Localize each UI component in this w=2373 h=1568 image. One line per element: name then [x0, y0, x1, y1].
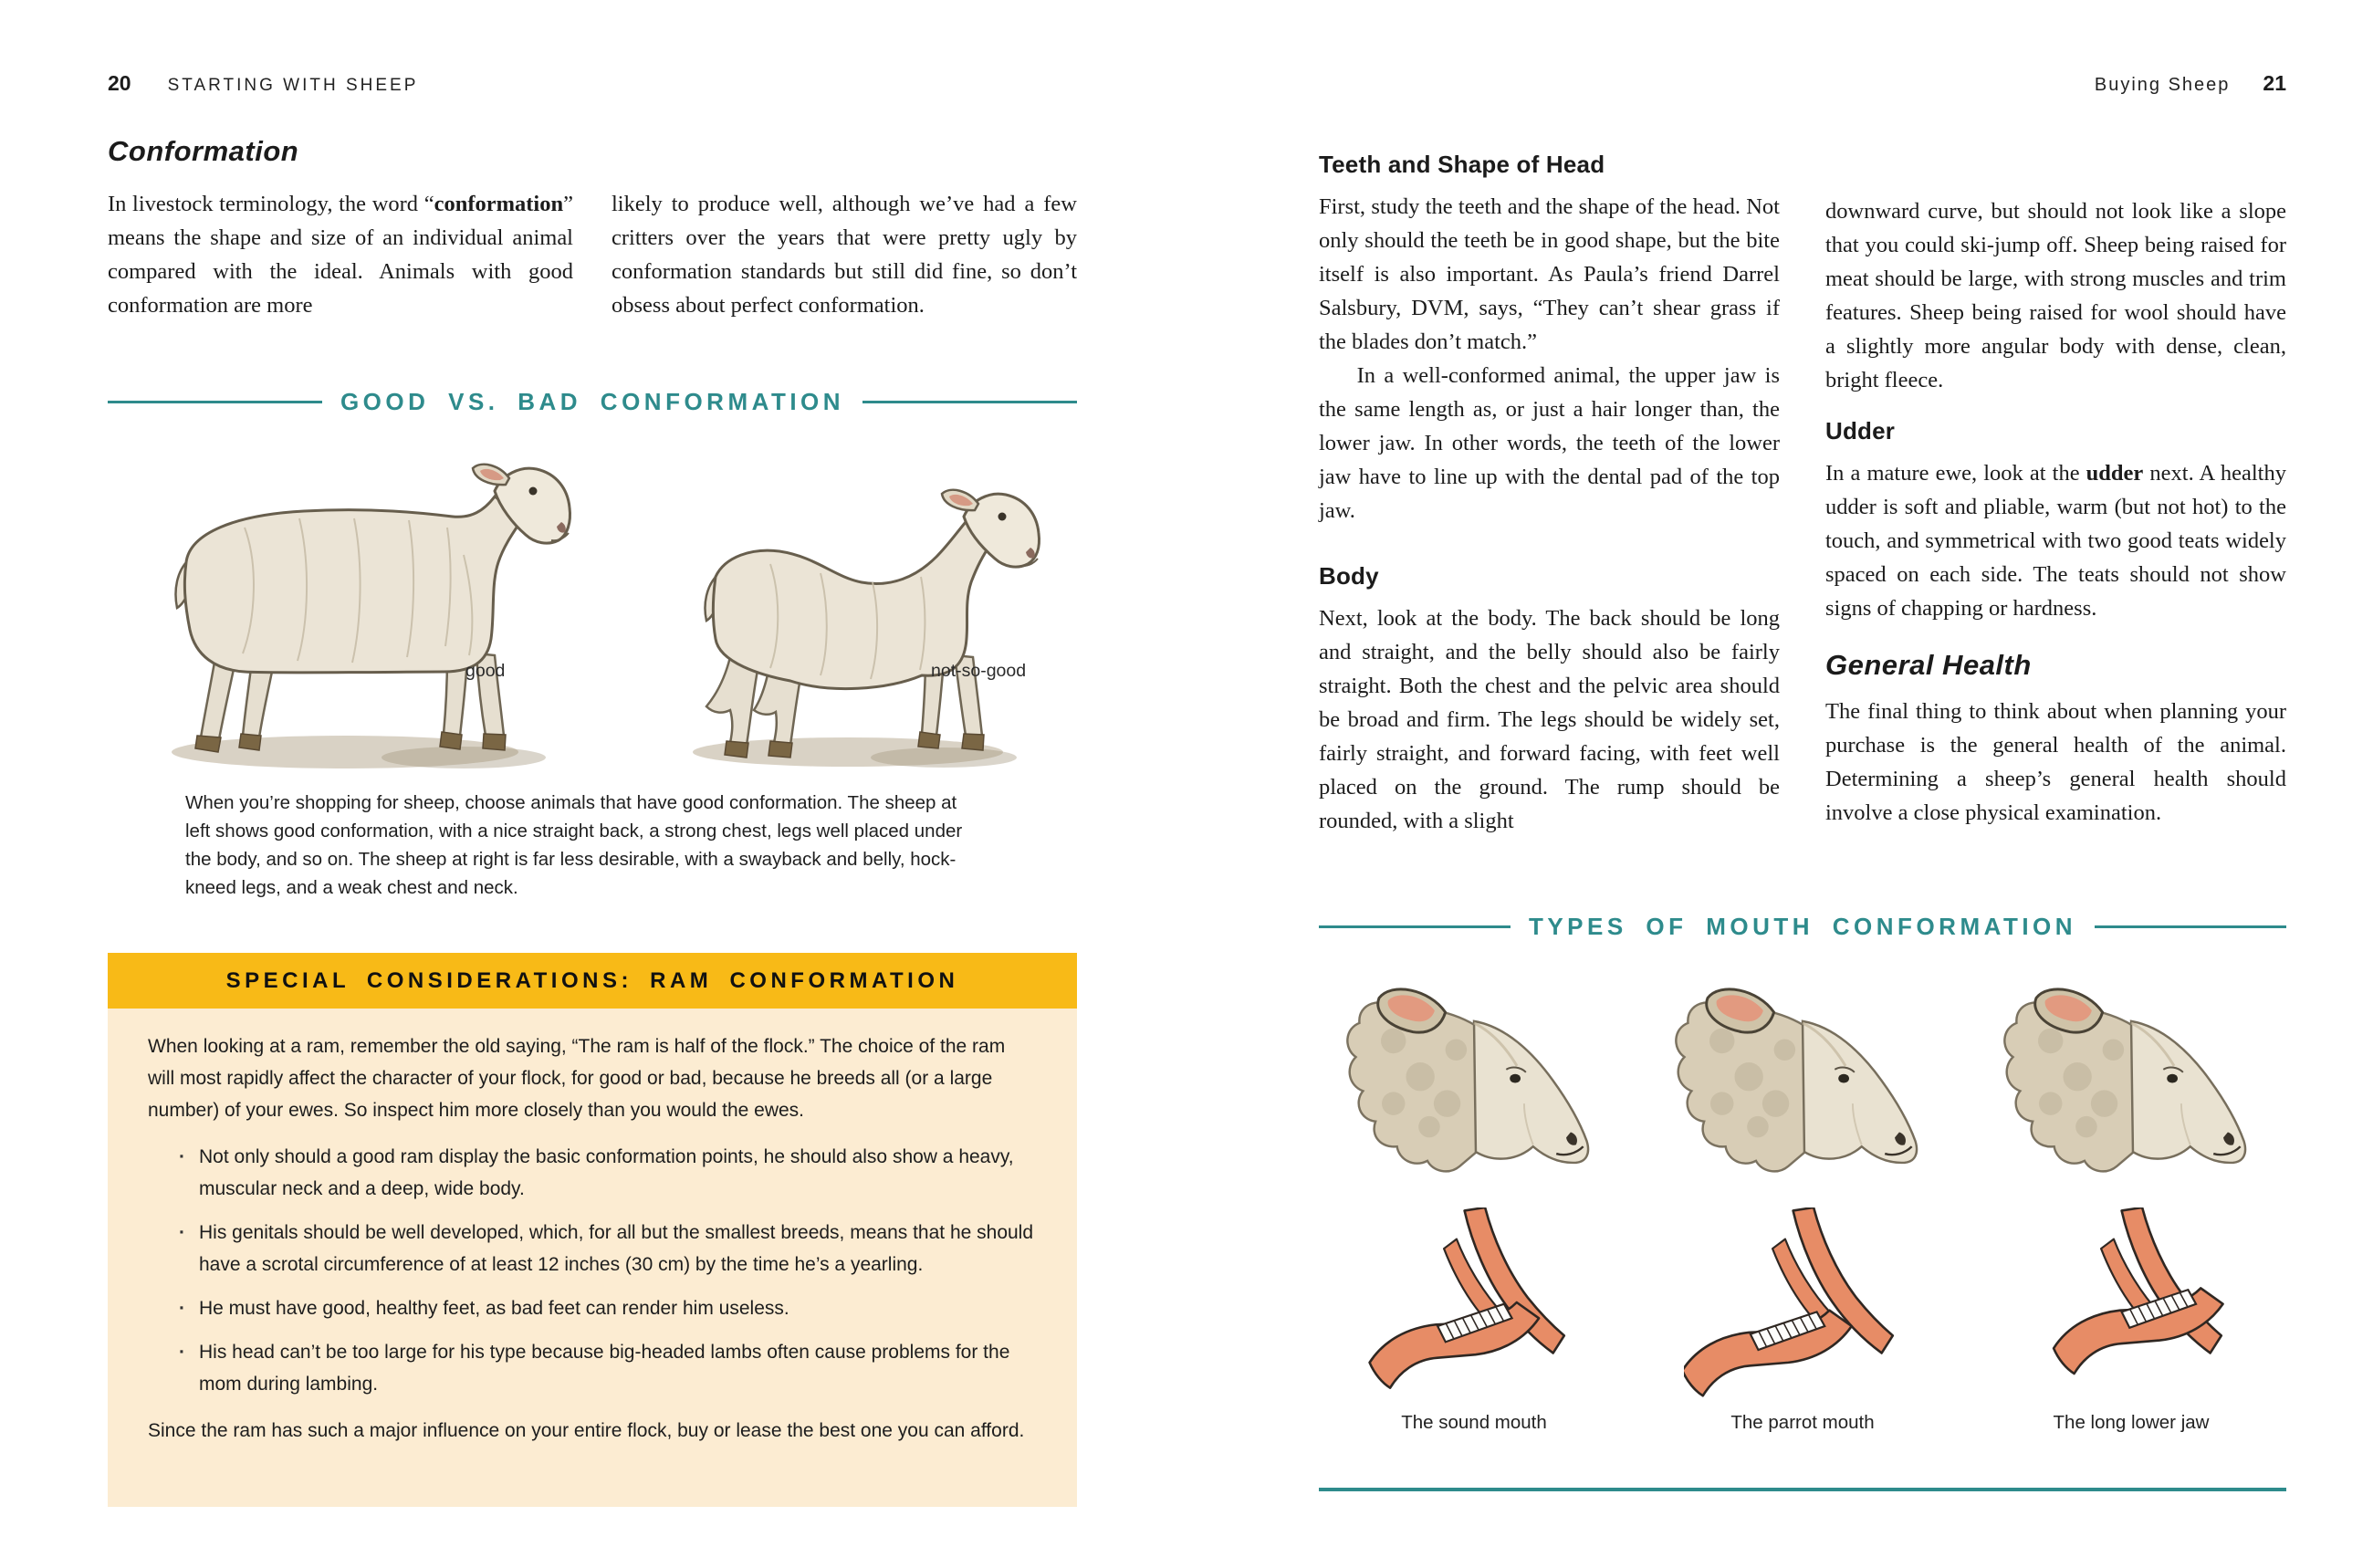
intro-text-pre: In livestock terminology, the word “ [108, 192, 434, 216]
rule-line [2095, 925, 2286, 928]
bottom-divider-rule [1319, 1488, 2286, 1491]
ram-consideration-item: · His head can’t be too large for his type because big-headed lambs often cause problems for the mom during lambing. [179, 1336, 1035, 1400]
sheep-head-illustration [1994, 969, 2268, 1202]
jaw-diagram-parrot [1684, 1207, 1921, 1397]
mouth-figure-heading [1319, 913, 2286, 941]
udder-text-pre: In a mature ewe, look at the [1825, 461, 2086, 486]
udder-section-heading: Udder [1825, 417, 1896, 444]
teeth-paragraph-1: First, study the teeth and the shape of the head. Not only should the teeth be in good shape, but the bite itself is also important. As Paula’s friend Darrel Salsbury, DVM, says, “They can’t shear grass if the blades don’t match.” [1319, 194, 1780, 354]
label-good: good [465, 661, 506, 681]
mouth-column-sound [1319, 969, 1629, 1434]
ram-box-title: SPECIAL CONSIDERATIONS: RAM CONFORMATION [225, 967, 959, 993]
mouth-label-sound: The sound mouth [1401, 1412, 1547, 1433]
sheep-illustration-good [108, 427, 619, 783]
rule-line [1319, 925, 1511, 928]
intro-paragraph-col2: likely to produce well, although we’ve had a few critters over the years that were pretty ugly by conformation standards but still did fine, so don’t obsess about perfect conformation. [612, 192, 1077, 318]
udder-paragraph [1825, 456, 2286, 625]
general-health-paragraph: The final thing to think about when planning your purchase is the general health of the animal. Determining a sheep’s general health should involve a close physical examination. [1825, 699, 2286, 825]
teeth-paragraph-2: In a well-conformed animal, the upper jaw is the same length as, or just a hair longer than, the lower jaw. In other words, the teeth of the lower jaw have to line up with the dental pad of the top jaw. [1319, 363, 1780, 523]
rule-line [108, 401, 322, 403]
ram-conformation-box [108, 953, 1077, 1507]
label-not-so-good: not-so-good [931, 661, 1027, 681]
sheep-illustration-good-wrap [108, 427, 619, 788]
body-paragraph: Next, look at the body. The back should be long and straight, and the belly should also be fairly straight. Both the chest and the pelvic area should be broad and firm. The legs should be widely set, fairly straight, and forward facing, with feet well placed on the ground. The rump should be rounded, with a slight [1319, 606, 1780, 833]
body-continuation-paragraph: downward curve, but should not look like a slope that you could ski-jump off. Sheep being raised for meat should be large, with strong muscles and trim features. Sheep being raised for wool should have a slightly more angular body with dense, clean, bright fleece. [1825, 199, 2286, 392]
figure-heading-text: GOOD VS. BAD CONFORMATION [340, 388, 845, 415]
ram-box-intro: When looking at a ram, remember the old saying, “The ram is half of the flock.” The choice of the ram will most rapidly affect the character of your flock, for good or bad, because he breeds all (or a large number) of your ewes. So inspect him more closely than you would the ewes. [148, 1036, 1006, 1121]
conformation-figure-caption: When you’re shopping for sheep, choose animals that have good conformation. The sheep at left shows good conformation, with a nice straight back, a strong chest, legs well placed under the body, and so on. The sheep at right is far less desirable, with a swayback and belly, hock-kneed legs, and a weak chest and neck. [185, 792, 963, 898]
intro-paragraph-col1 [108, 187, 573, 322]
ram-consideration-item: · He must have good, healthy feet, as bad feet can render him useless. [179, 1292, 1035, 1324]
right-page-column-2 [1825, 151, 2286, 830]
ram-box-title-band [108, 953, 1077, 1009]
rule-line [862, 401, 1077, 403]
intro-text-post: ” means the shape and size of an individual animal compared with the ideal. Animals with good conformation are more [108, 192, 573, 318]
udder-text-bold: udder [2086, 461, 2144, 486]
jaw-diagram-long-lower-jaw [2012, 1207, 2250, 1397]
running-head-title-left: STARTING WITH SHEEP [167, 76, 419, 95]
conformation-figure-heading [108, 388, 1077, 416]
right-page-column-1 [1319, 151, 1780, 838]
left-page [108, 0, 1077, 1568]
sheep-head-illustration [1666, 969, 1939, 1202]
udder-text-post: next. A healthy udder is soft and pliable, warm (but not hot) to the touch, and symmetrical with two good teats widely spaced on each side. The teats should not show signs of chapping or hardness. [1825, 461, 2286, 621]
mouth-conformation-figure [1319, 969, 2286, 1434]
right-page [1319, 0, 2286, 1568]
ram-consideration-item: · Not only should a good ram display the basic conformation points, he should also show a heavy, muscular neck and a deep, wide body. [179, 1141, 1035, 1205]
ram-box-body [108, 1009, 1077, 1447]
mouth-label-long-lower-jaw: The long lower jaw [2053, 1412, 2210, 1433]
page-number-right: 21 [2263, 71, 2286, 95]
conformation-section-title: Conformation [108, 135, 299, 167]
sheep-illustration-not-so-good [643, 440, 1076, 779]
ram-box-bullet-list [179, 1141, 1035, 1400]
mouth-heading-text: TYPES OF MOUTH CONFORMATION [1528, 913, 2077, 940]
mouth-label-parrot: The parrot mouth [1730, 1412, 1875, 1433]
body-section-heading: Body [1319, 562, 1379, 590]
general-health-heading: General Health [1825, 649, 2032, 681]
jaw-diagram-sound [1355, 1207, 1593, 1397]
right-running-head [2095, 71, 2286, 96]
lower-jaw [1370, 1302, 1539, 1388]
teeth-section-heading: Teeth and Shape of Head [1319, 151, 1605, 178]
sheep-head-illustration [1337, 969, 1611, 1202]
mouth-column-long-jaw [1976, 969, 2286, 1434]
sheep-illustration-bad-wrap [643, 440, 1076, 784]
lower-jaw [1684, 1311, 1852, 1396]
page-number-left: 20 [108, 71, 131, 95]
mouth-column-parrot [1647, 969, 1958, 1434]
running-head-title-right: Buying Sheep [2094, 75, 2231, 95]
left-running-head [108, 71, 418, 96]
intro-text-bold: conformation [434, 192, 564, 216]
ram-box-outro: Since the ram has such a major influence on your entire flock, buy or lease the best one you can afford. [148, 1420, 1025, 1441]
conformation-intro [108, 187, 1077, 322]
ram-consideration-item: · His genitals should be well developed, which, for all but the smallest breeds, means that he should have a scrotal circumference of at least 12 inches (30 cm) by the time he’s a yearling. [179, 1217, 1035, 1281]
